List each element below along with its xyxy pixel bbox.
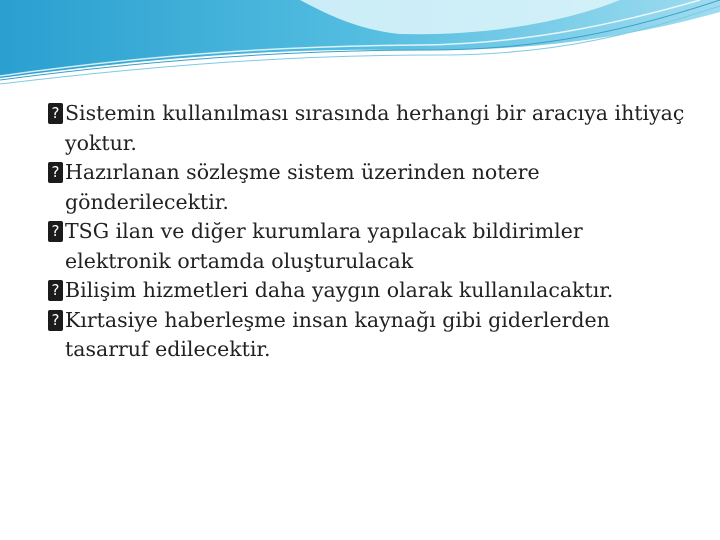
- bullet-marker-icon: ?: [48, 162, 63, 183]
- bullet-text: Kırtasiye haberleşme insan kaynağı gibi giderlerden tasarruf edilecektir.: [65, 307, 610, 361]
- bullet-item: [48, 99, 688, 158]
- bullet-marker-icon: ?: [48, 221, 63, 242]
- slide-content: [48, 99, 688, 365]
- bullet-marker-icon: ?: [48, 310, 63, 331]
- bullet-item: [48, 217, 688, 276]
- bullet-list: [48, 99, 688, 365]
- bullet-text: Hazırlanan sözleşme sistem üzerinden notere gönderilecektir.: [65, 160, 540, 214]
- bullet-text: Sistemin kullanılması sırasında herhangi bir aracıya ihtiyaç yoktur.: [65, 101, 685, 155]
- bullet-item: [48, 276, 688, 306]
- bullet-item: [48, 306, 688, 365]
- bullet-marker-icon: ?: [48, 103, 63, 124]
- bullet-text: TSG ilan ve diğer kurumlara yapılacak bildirimler elektronik ortamda oluşturulacak: [65, 219, 583, 273]
- bullet-item: [48, 158, 688, 217]
- decorative-top-wave: [0, 0, 720, 90]
- bullet-marker-icon: ?: [48, 280, 63, 301]
- bullet-text: Bilişim hizmetleri daha yaygın olarak kullanılacaktır.: [65, 278, 614, 302]
